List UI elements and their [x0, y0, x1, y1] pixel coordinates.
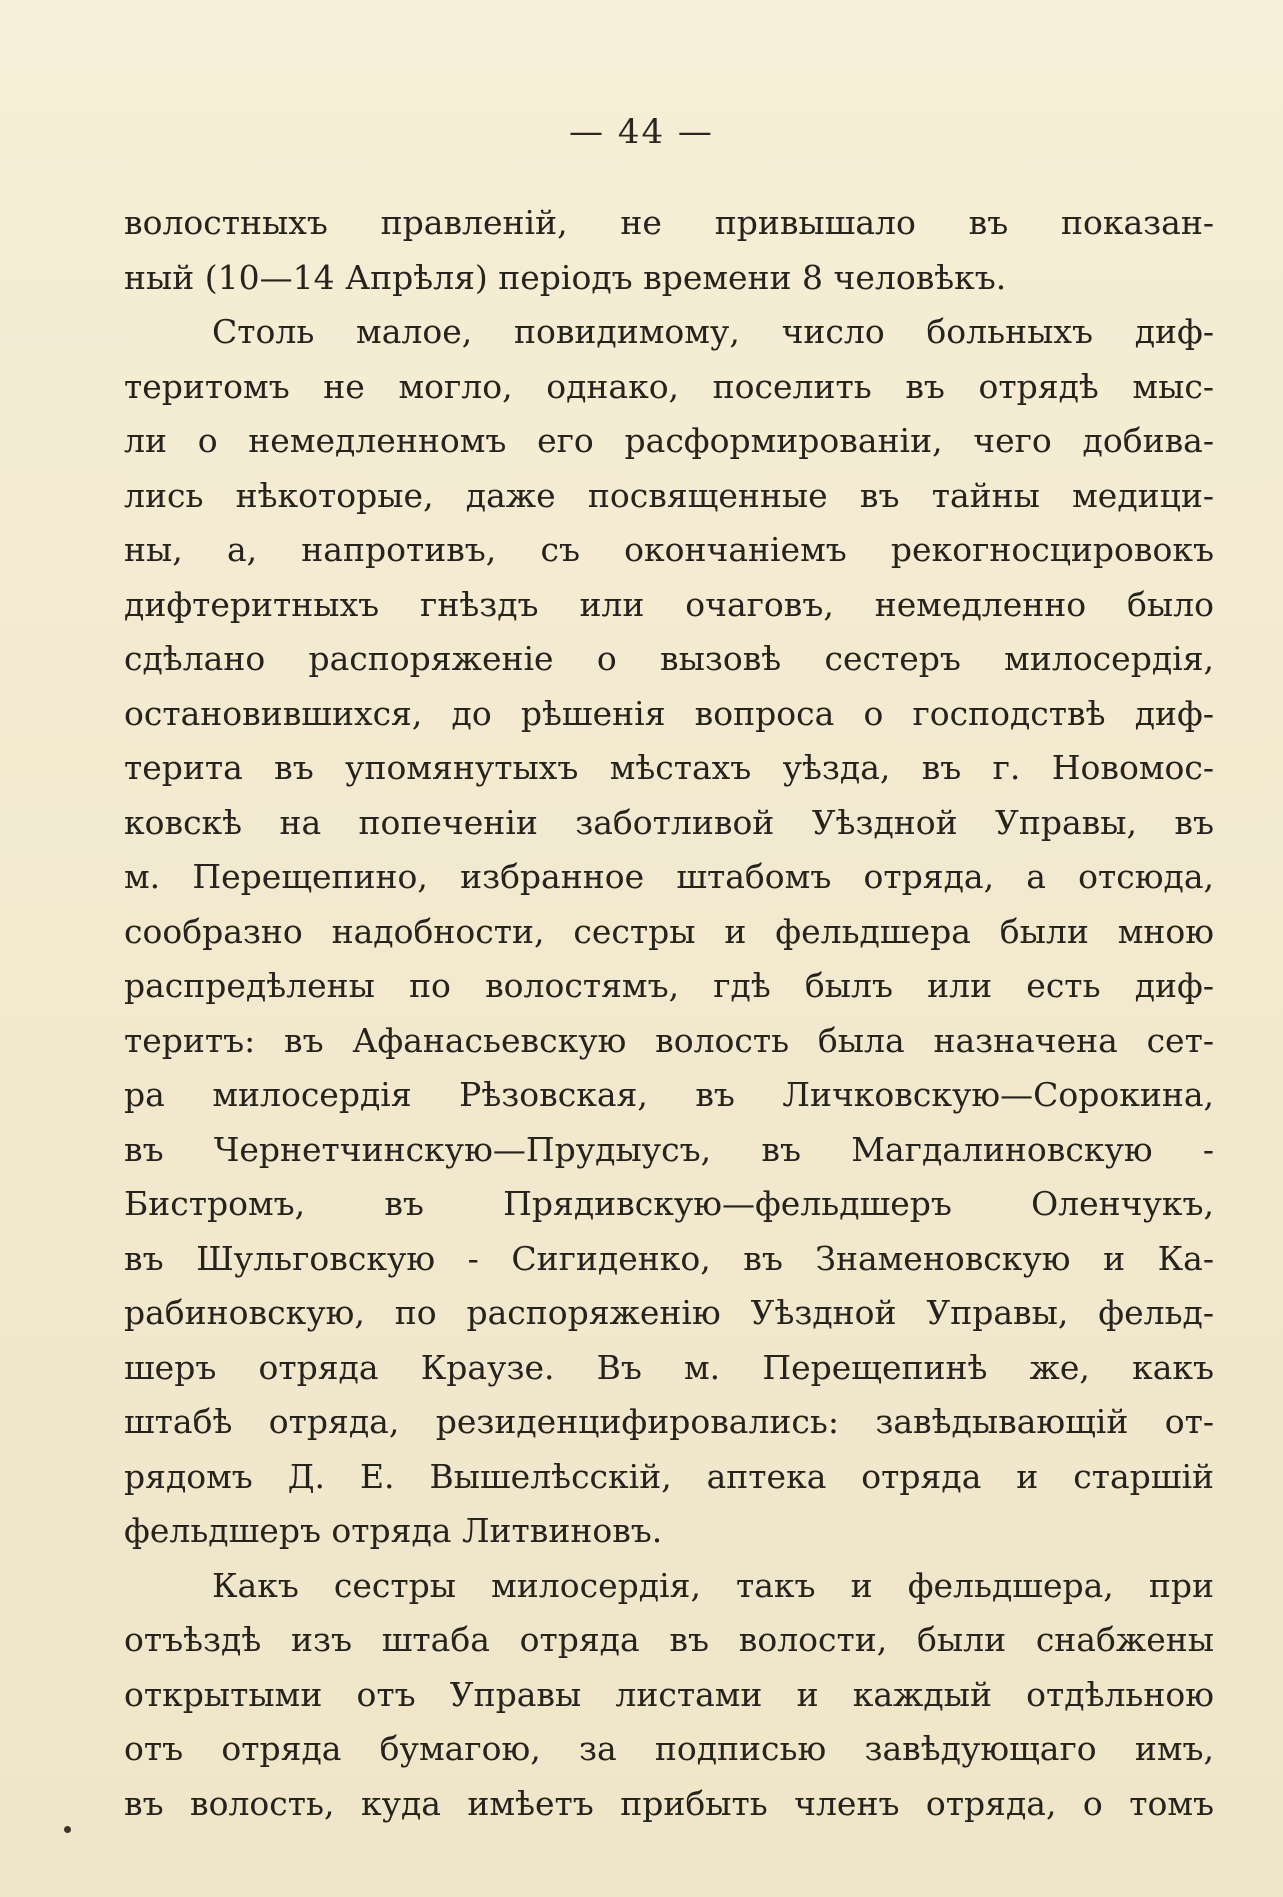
text-line: ра милосердія Рѣзовская, въ Личковскую—Сорокина, [124, 1075, 1214, 1114]
text-line: ны, а, напротивъ, съ окончаніемъ рекогносцировокъ [124, 530, 1214, 569]
text-line: сообразно надобности, сестры и фельдшера были мною [124, 911, 1214, 951]
text-line: фельдшеръ отряда Литвиновъ. [124, 1511, 663, 1550]
text-line: распредѣлены по волостямъ, гдѣ былъ или есть диф- [124, 966, 1214, 1005]
text-line: въ Чернетчинскую—Прудыусъ, въ Магдалиновскую - [124, 1129, 1214, 1169]
text-line: ный (10—14 Апрѣля) періодъ времени 8 человѣкъ. [124, 257, 1007, 297]
text-line: остановившихся, до рѣшенія вопроса о господствѣ диф- [124, 693, 1214, 733]
text-line: Какъ сестры милосердія, такъ и фельдшера, при [212, 1565, 1214, 1605]
text-line: теритъ: въ Афанасьевскую волость была назначена сет- [124, 1020, 1214, 1060]
text-line: въ Шульговскую - Сигиденко, въ Знаменовскую и Ка- [124, 1238, 1214, 1278]
text-line: рабиновскую, по распоряженію Уѣздной Управы, фельд- [124, 1293, 1214, 1332]
text-line: въ волость, куда имѣетъ прибыть членъ отряда, о томъ [124, 1783, 1214, 1823]
text-line: шеръ отряда Краузе. Въ м. Перещепинѣ же, какъ [124, 1347, 1214, 1387]
text-line: Столь малое, повидимому, число больныхъ диф- [212, 312, 1214, 351]
text-line: штабѣ отряда, резиденцифировались: завѣдывающій от- [124, 1402, 1214, 1441]
text-line: лись нѣкоторые, даже посвященные въ тайны медици- [124, 475, 1214, 515]
print-speck [64, 1826, 71, 1833]
text-line: дифтеритныхъ гнѣздъ или очаговъ, немедленно было [124, 584, 1214, 624]
text-line: сдѣлано распоряженіе о вызовѣ сестеръ милосердія, [124, 639, 1214, 678]
text-line: открытыми отъ Управы листами и каждый отдѣльною [124, 1674, 1214, 1714]
body-text [124, 196, 1214, 1831]
page-number: — 44 — [569, 112, 714, 152]
text-line: отъ отряда бумагою, за подписью завѣдующаго имъ, [124, 1729, 1214, 1768]
text-line: ли о немедленномъ его расформированіи, чего добива- [124, 421, 1214, 460]
text-line: рядомъ Д. Е. Вышелѣсскій, аптека отряда и старшій [124, 1456, 1214, 1496]
text-line: Бистромъ, въ Прядивскую—фельдшеръ Оленчукъ, [124, 1184, 1214, 1223]
text-line: м. Перещепино, избранное штабомъ отряда, а отсюда, [124, 857, 1214, 896]
text-line: ковскѣ на попеченіи заботливой Уѣздной Управы, въ [124, 802, 1214, 842]
text-line: отъѣздѣ изъ штаба отряда въ волости, были снабжены [124, 1620, 1214, 1659]
text-line: волостныхъ правленій, не привышало въ показан- [124, 203, 1214, 242]
text-line: теритомъ не могло, однако, поселить въ отрядѣ мыс- [124, 366, 1214, 406]
text-line: терита въ упомянутыхъ мѣстахъ уѣзда, въ г. Новомос- [124, 748, 1214, 787]
